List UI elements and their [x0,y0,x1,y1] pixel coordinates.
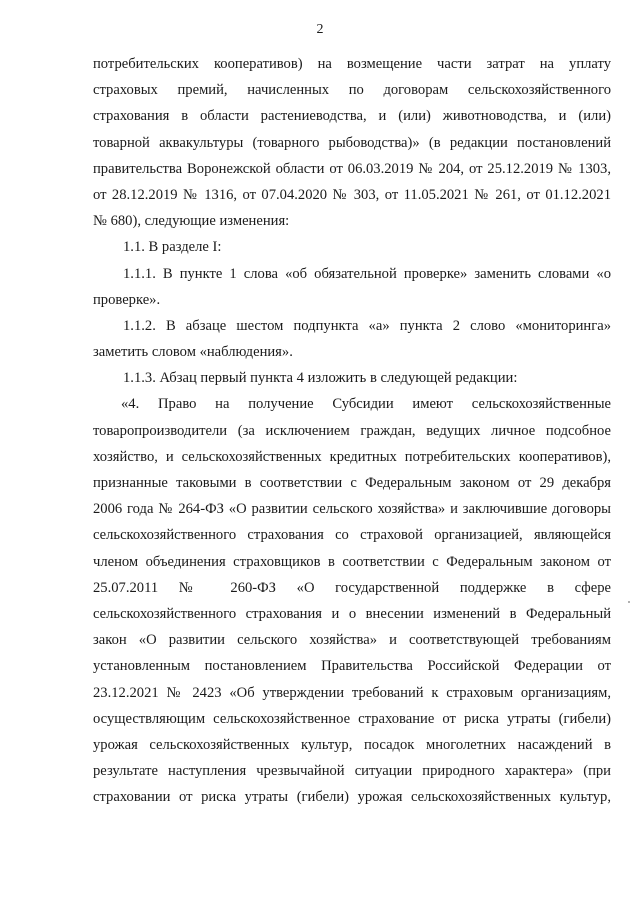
text-line: от 28.12.2019 № 1316, от 07.04.2020 № 303, от 11.05.2021 № 261, от 01.12.2021 [93,186,611,203]
text-line: 1.1.3. Абзац первый пункта 4 изложить в следующей редакции: [123,370,518,387]
text-line: сельскохозяйственного страхования и о внесении изменений в Федеральный [93,605,611,622]
text-line: страховании от риска утраты (гибели) урожая сельскохозяйственных культур, [93,789,611,806]
text-line: 1.1.1. В пункте 1 слова «об обязательной проверке» заменить словами «о [123,265,611,282]
text-line: «4. Право на получение Субсидии имеют сельскохозяйственные [121,396,611,413]
text-line: товарной аквакультуры (товарного рыбоводства)» (в редакции постановлений [93,134,611,151]
text-line: закон «О развитии сельского хозяйства» и соответствующей требованиям [93,632,611,649]
text-line: 25.07.2011 № 260-ФЗ «О государственной поддержке в сфере [93,579,611,596]
text-line: осуществляющим сельскохозяйственное страхование от риска утраты (гибели) [93,710,611,727]
text-line: хозяйство, и сельскохозяйственных кредитных потребительских кооперативов), [93,448,611,465]
text-line: сельскохозяйственного страхования со страховой организацией, являющейся [93,527,611,544]
text-line: 2006 года № 264-ФЗ «О развитии сельского хозяйства» и заключившие договоры [93,501,611,518]
text-line: результате наступления чрезвычайной ситуации природного характера» (при [93,763,611,780]
page-number: 2 [316,22,324,37]
text-line: товаропроизводители (за исключением граждан, ведущих личное подсобное [93,422,611,439]
scan-speck [628,601,630,603]
text-line: 23.12.2021 № 2423 «Об утверждении требований к страховым организациям, [93,684,611,701]
text-line: установленным постановлением Правительства Российской Федерации от [93,658,611,675]
text-line: признанные таковыми в соответствии с Федеральным законом от 29 декабря [93,475,611,491]
text-line: № 680), следующие изменения: [93,213,290,230]
text-line: заметить словом «наблюдения». [93,344,293,361]
text-line: урожая сельскохозяйственных культур, посадок многолетних насаждений в [93,736,611,753]
text-line: 1.1.2. В абзаце шестом подпункта «а» пункта 2 слово «мониторинга» [123,317,611,334]
text-line: членом объединения страховщиков в соответствии с Федеральным законом от [93,553,611,570]
text-line: 1.1. В разделе I: [123,239,222,256]
document-body [93,51,611,810]
text-line: страховых премий, начисленных по договорам сельскохозяйственного [93,82,611,99]
text-line: страхования в области растениеводства, и (или) животноводства, и (или) [93,108,611,125]
text-line: проверке». [93,291,161,308]
text-line: потребительских кооперативов) на возмещение части затрат на уплату [93,56,611,72]
text-line: правительства Воронежской области от 06.03.2019 № 204, от 25.12.2019 № 1303, [93,160,611,177]
